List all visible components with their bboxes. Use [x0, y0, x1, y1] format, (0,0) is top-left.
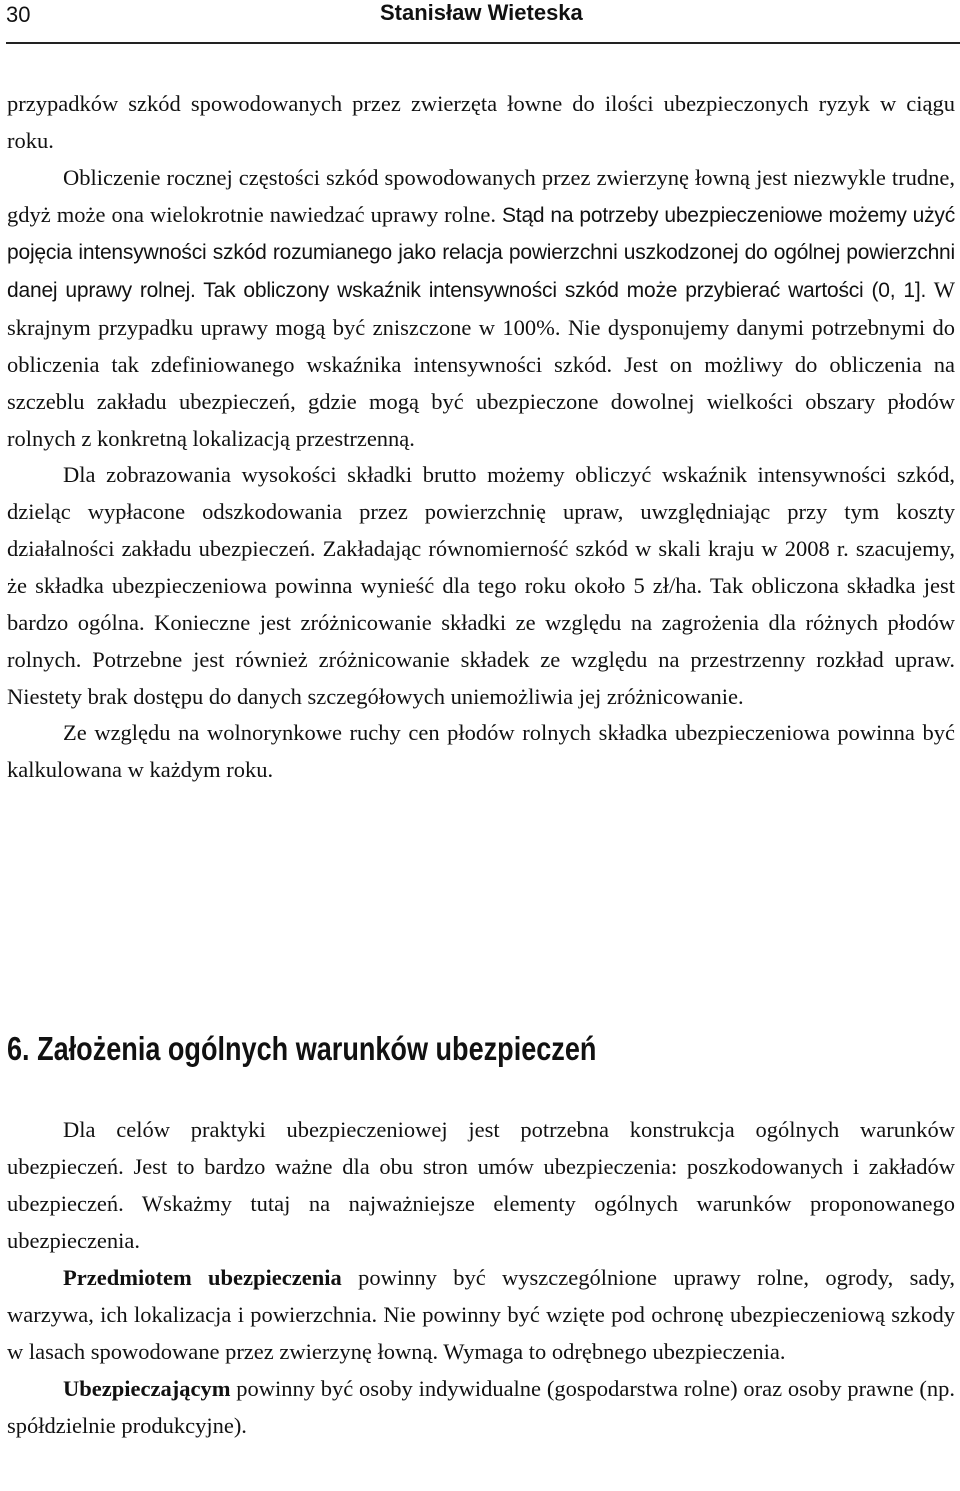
page-header [6, 0, 960, 40]
paragraph-general-conditions: Dla celów praktyki ubezpieczeniowej jest potrzebna konstrukcja ogólnych warunków ubezpieczeń. Jest to bardzo ważne dla obu stron umów ubezpieczenia: poszkodowanych i zakładów ubezpieczeń. Wskażmy tutaj na najważniejsze elementy ogólnych warunków proponowanego ubezpieczenia. [7, 1117, 955, 1253]
paragraph-continuation: przypadków szkód spowodowanych przez zwierzęta łowne do ilości ubezpieczonych ryzyk w ciągu roku. [7, 91, 955, 153]
section-heading: 6. Założenia ogólnych warunków ubezpieczeń [7, 1030, 597, 1067]
paragraph-text-sans: Stąd na potrzeby ubezpieczeniowe możemy użyć pojęcia intensywności szkód rozumianego jako relacja powierzchni uszkodzonej do ogólnej powierzchni danej uprawy rolnej. Tak obliczony wskaźnik intensywności szkód może przybierać wartości (0, 1]. [7, 203, 956, 303]
paragraph-intensity [7, 160, 955, 458]
paragraph-text: powinny być wyszczególnione uprawy rolne, ogrody, sady, warzywa, ich lokalizacja i powierzchnia. Nie powinny być wzięte pod ochronę ubezpieczeniową szkody w lasach spowodowane przez zwierzynę łowną. Wymaga to odrębnego ubezpieczenia. [7, 1265, 955, 1364]
page-number: 30 [6, 2, 31, 27]
header-rule [6, 42, 960, 44]
body-text-top [7, 86, 955, 789]
body-text-bottom [7, 1111, 955, 1444]
paragraph-market: Ze względu na wolnorynkowe ruchy cen płodów rolnych składka ubezpieczeniowa powinna być kalkulowana w każdym roku. [7, 720, 955, 783]
paragraph-insurer [7, 1370, 955, 1444]
paragraph-text: Obliczenie rocznej częstości szkód spowodowanych przez zwierzynę łowną jest niezwykle trudne, gdyż może ona wielokrotnie nawiedzać uprawy rolne. [7, 164, 955, 227]
paragraph-text: powinny być osoby indywidualne (gospodarstwa rolne) oraz osoby prawne (np. spółdzielnie produkcyjne). [7, 1376, 955, 1438]
term-insuring-party: Ubezpieczającym [63, 1376, 231, 1401]
term-subject: Przedmiotem ubezpieczenia [63, 1265, 342, 1290]
running-title: Stanisław Wieteska [380, 0, 583, 25]
paragraph-subject [7, 1259, 955, 1370]
paragraph-premium: Dla zobrazowania wysokości składki brutto możemy obliczyć wskaźnik intensywności szkód, dzieląc wypłacone odszkodowania przez powierzchnię upraw, uwzględniając przy tym koszty działalności zakładu ubezpieczeń. Zakładając równomierność szkód w skali kraju w 2008 r. szacujemy, że składka ubezpieczeniowa powinna wynieść dla tego roku około 5 zł/ha. Tak obliczona składka jest bardzo ogólna. Konieczne jest zróżnicowanie składki ze względu na zagrożenia dla różnych płodów rolnych. Potrzebne jest również zróżnicowanie składek ze względu na przestrzenny rozkład upraw. Niestety brak dostępu do danych szczegółowych uniemożliwia jej zróżnicowanie. [7, 462, 955, 709]
paragraph-text: W skrajnym przypadku uprawy mogą być zniszczone w 100%. Nie dysponujemy danymi potrzebnymi do obliczenia tak zdefiniowanego wskaźnika intensywności szkód. Jest on możliwy do obliczenia na szczeblu zakładu ubezpieczeń, gdzie mogą być ubezpieczone dowolnej wielkości obszary płodów rolnych z konkretną lokalizacją przestrzenną. [7, 277, 956, 451]
